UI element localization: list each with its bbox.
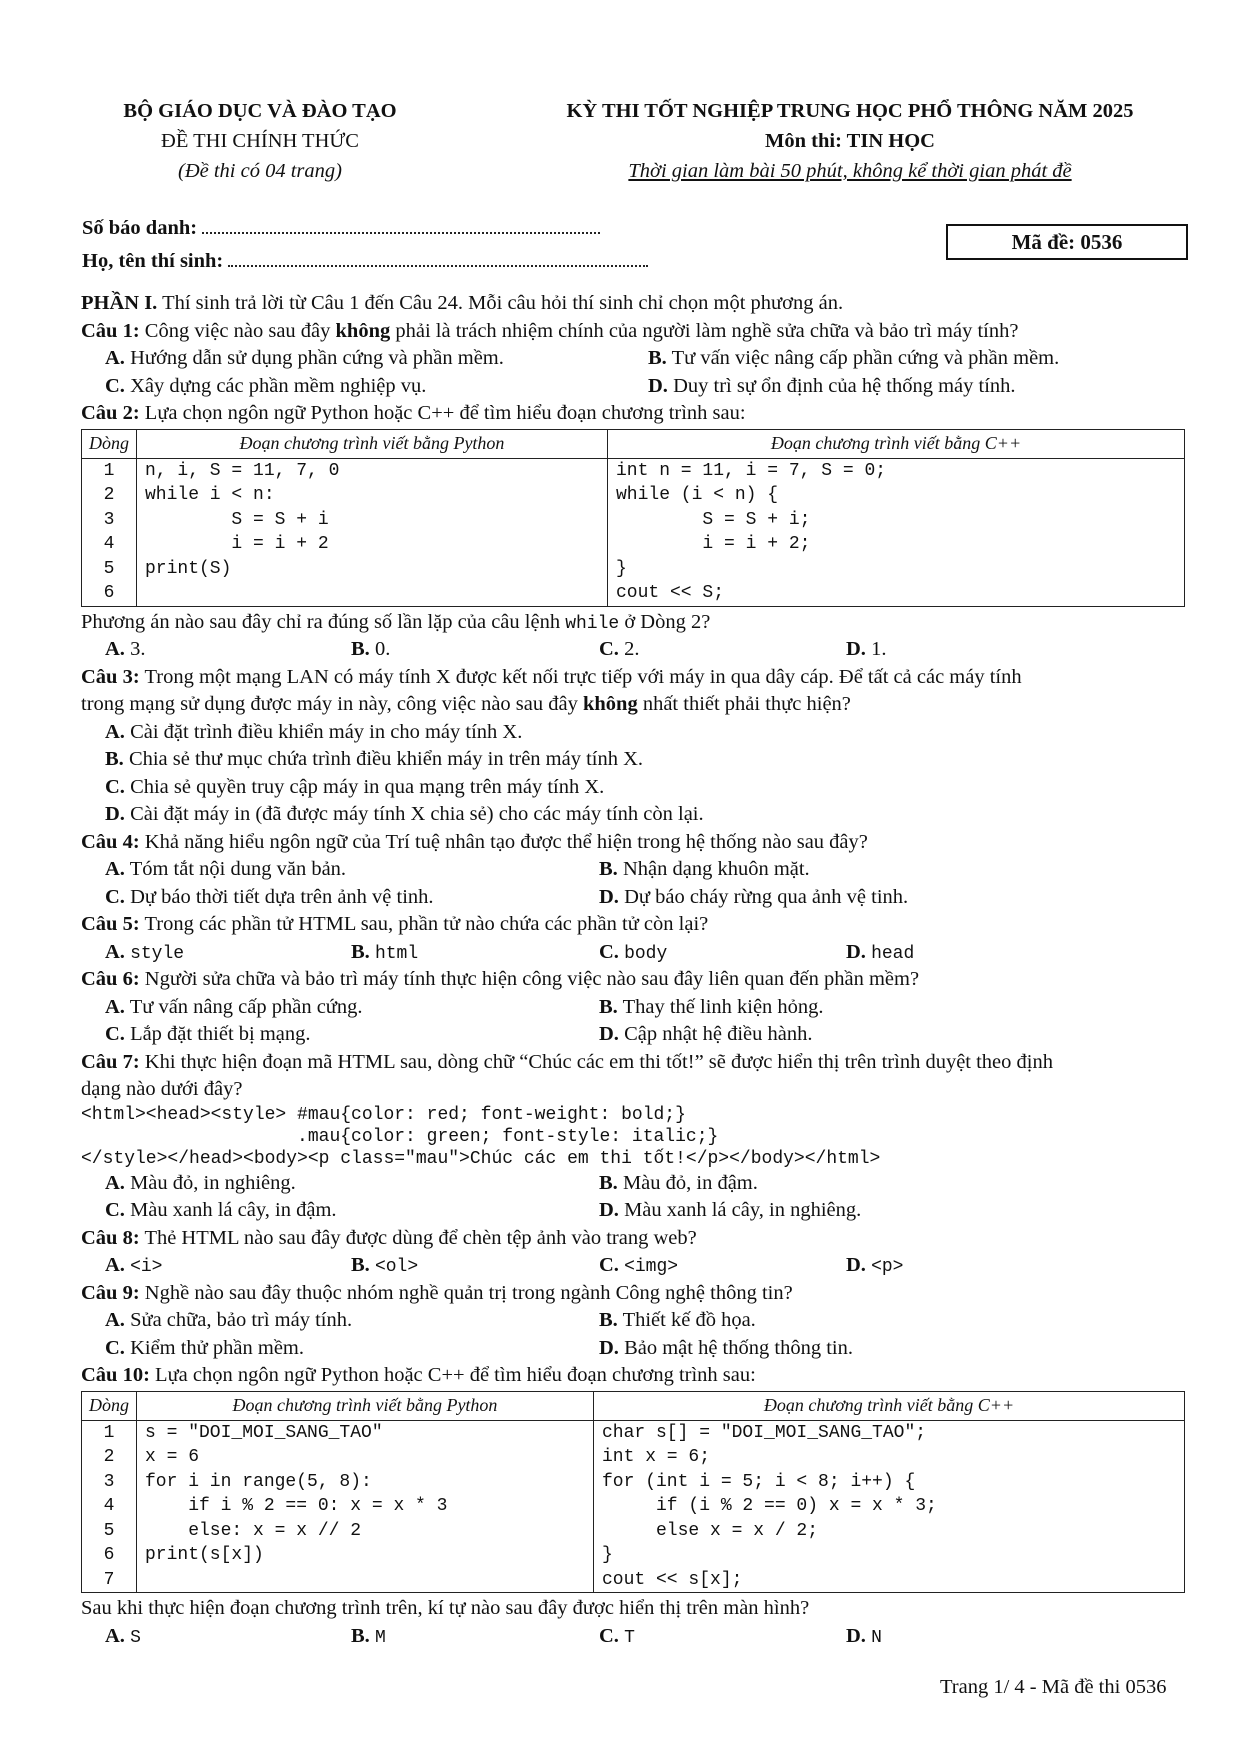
q6-stem: Câu 6: Người sửa chữa và bảo trì máy tính thực hiện công việc nào sau đây liên quan đến phần mềm? <box>81 968 920 990</box>
name-label: Họ, tên thí sinh: <box>82 250 224 272</box>
q9-option-d[interactable]: D. Bảo mật hệ thống thông tin. <box>599 1336 853 1359</box>
q10-question: Sau khi thực hiện đoạn chương trình trên, kí tự nào sau đây được hiển thị trên màn hình? <box>81 1597 810 1619</box>
q1-options-row1 <box>81 345 1191 373</box>
q4-option-d[interactable]: D. Dự báo cháy rừng qua ảnh vệ tinh. <box>599 885 909 908</box>
q9-option-b[interactable]: B. Thiết kế đồ họa. <box>599 1309 756 1331</box>
exam-title: KỲ THI TỐT NGHIỆP TRUNG HỌC PHỔ THÔNG NĂM 2025 <box>566 100 1134 122</box>
q1-options-row2 <box>81 373 1191 401</box>
q2-options <box>81 636 1191 664</box>
q8-option-d[interactable]: D. <p> <box>846 1254 904 1277</box>
q6-option-b[interactable]: B. Thay thế linh kiện hỏng. <box>599 995 824 1018</box>
time-note: Thời gian làm bài 50 phút, không kể thời gian phát đề <box>628 160 1072 182</box>
q5-option-a[interactable]: A. style <box>105 940 185 964</box>
q10-options <box>81 1623 1191 1651</box>
exam-content <box>81 290 1191 1650</box>
q9-option-c[interactable]: C. Kiểm thử phần mềm. <box>105 1336 305 1359</box>
q2-option-d[interactable]: D. 1. <box>846 638 887 660</box>
q4-stem: Câu 4: Khả năng hiểu ngôn ngữ của Trí tuệ nhân tạo được thể hiện trong hệ thống nào sau đây? <box>81 830 868 853</box>
q7-html-code-line2: .mau{color: green; font-style: italic;} <box>81 1126 719 1147</box>
q1-option-c[interactable]: C. Xây dựng các phần mềm nghiệp vụ. <box>105 374 427 397</box>
q5-option-c[interactable]: C. body <box>599 940 668 964</box>
q7-option-a[interactable]: A. Màu đỏ, in nghiêng. <box>105 1171 296 1194</box>
q1-option-a[interactable]: A. Hướng dẫn sử dụng phần cứng và phần mềm. <box>105 347 504 369</box>
q7-stem-line1: Câu 7: Khi thực hiện đoạn mã HTML sau, dòng chữ “Chúc các em thi tốt!” sẽ được hiển thị trên trình duyệt theo định <box>81 1050 1053 1073</box>
q5-option-d[interactable]: D. head <box>846 940 915 964</box>
exam-code-box: Mã đề: 0536 <box>946 224 1188 260</box>
q10-col-line: Dòng <box>82 1391 137 1420</box>
q2-python-code: n, i, S = 11, 7, 0 while i < n: S = S + i i = i + 2 print(S) <box>137 458 608 606</box>
q6-options-row1 <box>81 994 1191 1022</box>
q8-option-a[interactable]: A. <i> <box>105 1254 163 1277</box>
name-dots <box>228 251 648 267</box>
q5-stem: Câu 5: Trong các phần tử HTML sau, phần tử nào chứa các phần tử còn lại? <box>81 913 709 935</box>
q2-cpp-code: int n = 11, i = 7, S = 0; while (i < n) { S = S + i; i = i + 2; } cout << S; <box>608 458 1185 606</box>
q6-options-row2 <box>81 1021 1191 1049</box>
q7-option-b[interactable]: B. Màu đỏ, in đậm. <box>599 1171 758 1194</box>
q1-stem: Câu 1: Công việc nào sau đây không phải là trách nhiệm chính của người làm nghề sửa chữa và bảo trì máy tính? <box>81 319 1019 342</box>
q7-stem-line2: dạng nào dưới đây? <box>81 1078 243 1100</box>
q7-html-code-line1: <html><head><style> #mau{color: red; font-weight: bold;} <box>81 1104 686 1125</box>
header-left <box>80 96 440 186</box>
q10-cpp-code: char s[] = "DOI_MOI_SANG_TAO"; int x = 6; for (int i = 5; i < 8; i++) { if (i % 2 == 0) x = x * 3; else x = x / 2; } cout << s[x]; <box>594 1420 1185 1593</box>
q2-option-c[interactable]: C. 2. <box>599 638 640 660</box>
q6-option-c[interactable]: C. Lắp đặt thiết bị mạng. <box>105 1023 311 1045</box>
q3-option-b[interactable]: B. Chia sẻ thư mục chứa trình điều khiển máy in trên máy tính X. <box>105 748 644 770</box>
q10-line-numbers: 1 2 3 4 5 6 7 <box>82 1420 137 1593</box>
q2-col-python: Đoạn chương trình viết bằng Python <box>137 429 608 458</box>
q10-option-c[interactable]: C. T <box>599 1624 635 1648</box>
q3-stem-line1: Câu 3: Trong một mạng LAN có máy tính X được kết nối trực tiếp với máy in qua dây cáp. Để tất cả các máy tính <box>81 665 1022 688</box>
q3-option-c[interactable]: C. Chia sẻ quyền truy cập máy in qua mạng trên máy tính X. <box>105 775 605 798</box>
q5-option-b[interactable]: B. html <box>351 940 419 964</box>
q2-line-numbers: 1 2 3 4 5 6 <box>82 458 137 606</box>
q1-option-b[interactable]: B. Tư vấn việc nâng cấp phần cứng và phần mềm. <box>648 347 1060 369</box>
part1-heading: PHẦN I. Thí sinh trả lời từ Câu 1 đến Câu 24. Mỗi câu hỏi thí sinh chỉ chọn một phương án. <box>81 292 844 314</box>
q7-option-c[interactable]: C. Màu xanh lá cây, in đậm. <box>105 1199 337 1221</box>
subject-title: Môn thi: TIN HỌC <box>765 130 935 152</box>
q9-option-a[interactable]: A. Sửa chữa, bảo trì máy tính. <box>105 1309 353 1331</box>
q3-stem-line2: trong mạng sử dụng được máy in này, công việc nào sau đây không nhất thiết phải thực hiện? <box>81 693 851 715</box>
q10-col-cpp: Đoạn chương trình viết bằng C++ <box>594 1391 1185 1420</box>
ministry-name: BỘ GIÁO DỤC VÀ ĐÀO TẠO <box>123 100 397 122</box>
sbd-dots <box>202 218 600 234</box>
q10-option-b[interactable]: B. M <box>351 1624 386 1648</box>
q8-option-b[interactable]: B. <ol> <box>351 1254 419 1277</box>
q8-stem: Câu 8: Thẻ HTML nào sau đây được dùng để chèn tệp ảnh vào trang web? <box>81 1226 697 1249</box>
q2-question: Phương án nào sau đây chỉ ra đúng số lần lặp của câu lệnh while ở Dòng 2? <box>81 610 711 634</box>
q7-option-d[interactable]: D. Màu xanh lá cây, in nghiêng. <box>599 1199 862 1221</box>
q8-options <box>81 1252 1191 1280</box>
q10-stem: Câu 10: Lựa chọn ngôn ngữ Python hoặc C++ để tìm hiểu đoạn chương trình sau: <box>81 1364 756 1386</box>
sbd-label: Số báo danh: <box>82 217 198 239</box>
q9-stem: Câu 9: Nghề nào sau đây thuộc nhóm nghề quản trị trong ngành Công nghệ thông tin? <box>81 1281 793 1304</box>
q4-options-row2 <box>81 884 1191 912</box>
q4-option-b[interactable]: B. Nhận dạng khuôn mặt. <box>599 858 810 880</box>
official-label: ĐỀ THI CHÍNH THỨC <box>161 130 359 152</box>
q10-python-code: s = "DOI_MOI_SANG_TAO" x = 6 for i in range(5, 8): if i % 2 == 0: x = x * 3 else: x = x // 2 print(s[x]) <box>137 1420 594 1593</box>
sbd-field[interactable] <box>82 212 648 245</box>
q1-option-d[interactable]: D. Duy trì sự ổn định của hệ thống máy tính. <box>648 374 1016 397</box>
q4-option-a[interactable]: A. Tóm tắt nội dung văn bản. <box>105 858 347 880</box>
q7-options-row2 <box>81 1197 1191 1225</box>
q4-option-c[interactable]: C. Dự báo thời tiết dựa trên ảnh vệ tinh. <box>105 885 434 908</box>
q6-option-a[interactable]: A. Tư vấn nâng cấp phần cứng. <box>105 995 363 1018</box>
q4-options-row1 <box>81 856 1191 884</box>
q2-col-cpp: Đoạn chương trình viết bằng C++ <box>608 429 1185 458</box>
header-right <box>505 96 1195 186</box>
q10-col-python: Đoạn chương trình viết bằng Python <box>137 1391 594 1420</box>
q2-option-b[interactable]: B. 0. <box>351 638 391 660</box>
q10-option-d[interactable]: D. N <box>846 1624 882 1648</box>
q7-html-code-line3: </style></head><body><p class="mau">Chúc các em thi tốt!</p></body></html> <box>81 1148 881 1169</box>
q2-col-line: Dòng <box>82 429 137 458</box>
q10-code-table <box>81 1391 1185 1594</box>
q5-options <box>81 939 1191 967</box>
q2-stem: Câu 2: Lựa chọn ngôn ngữ Python hoặc C++ để tìm hiểu đoạn chương trình sau: <box>81 402 746 424</box>
q9-options-row1 <box>81 1307 1191 1335</box>
q8-option-c[interactable]: C. <img> <box>599 1254 679 1277</box>
q2-code-table <box>81 429 1185 607</box>
page-count: (Đề thi có 04 trang) <box>178 160 342 182</box>
q6-option-d[interactable]: D. Cập nhật hệ điều hành. <box>599 1023 813 1045</box>
q9-options-row2 <box>81 1335 1191 1363</box>
candidate-fields <box>82 212 648 278</box>
page-footer: Trang 1/ 4 - Mã đề thi 0536 <box>940 1676 1167 1698</box>
q2-option-a[interactable]: A. 3. <box>105 638 146 660</box>
q3-option-d[interactable]: D. Cài đặt máy in (đã được máy tính X chia sẻ) cho các máy tính còn lại. <box>105 803 704 825</box>
name-field[interactable] <box>82 245 648 278</box>
q3-option-a[interactable]: A. Cài đặt trình điều khiển máy in cho máy tính X. <box>105 720 523 743</box>
q10-option-a[interactable]: A. S <box>105 1624 141 1648</box>
q7-options-row1 <box>81 1170 1191 1198</box>
